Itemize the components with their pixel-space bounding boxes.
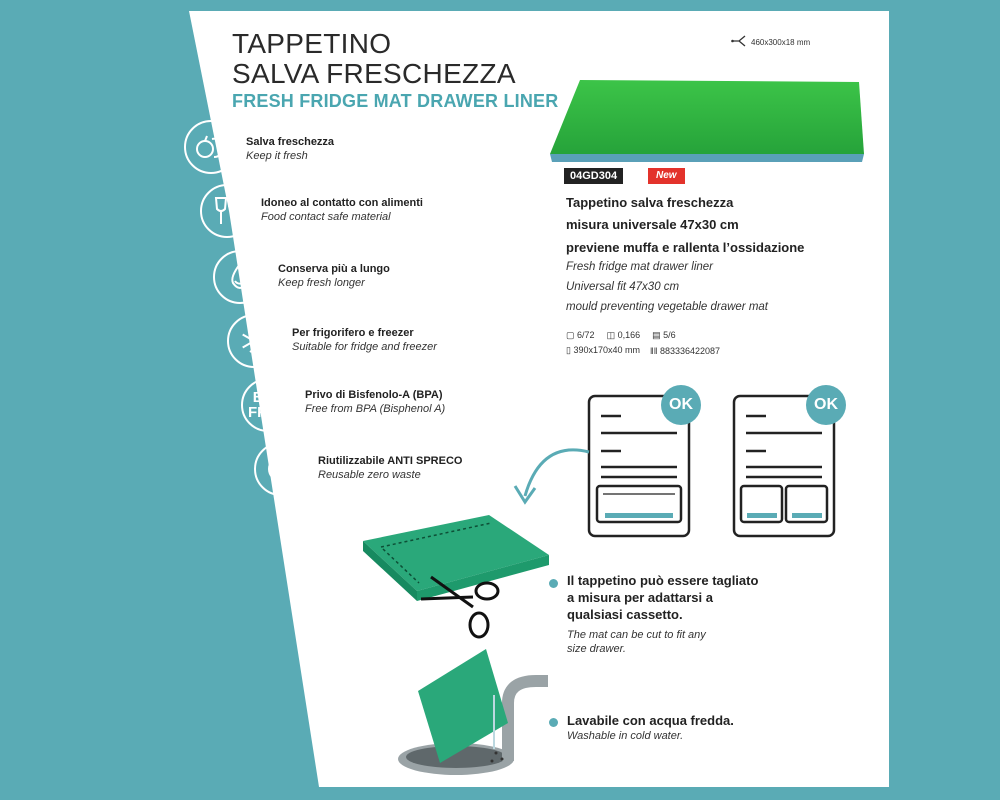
pallet-icon: ▤ <box>652 330 661 340</box>
barcode-spec: ‖‖ 883336422087 <box>650 345 721 356</box>
feature-sublabel: Keep it fresh <box>246 150 308 162</box>
curved-arrow-icon <box>501 436 601 516</box>
bullet-cut-bold-1: Il tappetino può essere tagliato <box>567 573 759 588</box>
title-line-1: TAPPETINO <box>232 28 392 59</box>
bullet-dot-1 <box>549 579 558 588</box>
barcode-icon: ‖‖ <box>650 345 658 356</box>
drop-cycle-icon <box>213 250 267 304</box>
desc-bold-1: Tappetino salva freschezza <box>566 195 734 210</box>
desc-bold-2: misura universale 47x30 cm <box>566 217 739 232</box>
product-sheet <box>111 11 889 787</box>
feature-item <box>292 327 437 353</box>
globe-leaf-icon <box>254 442 308 496</box>
bpa-icon-text: BPA <box>252 389 284 406</box>
dimensions-label: 460x300x18 mm <box>751 38 811 47</box>
pack-spec: ▢ 6/72 <box>566 330 595 340</box>
free-icon-text: FREE <box>247 404 288 421</box>
bullet-cut-bold-3: qualsiasi cassetto. <box>567 607 683 622</box>
snowflake-icon <box>227 314 281 368</box>
bullet-cut-italic-2: size drawer. <box>567 643 626 655</box>
desc-italic-1: Fresh fridge mat drawer liner <box>566 261 713 273</box>
feature-item <box>261 197 423 223</box>
bpa-free-icon <box>241 378 295 432</box>
page-subtitle: FRESH FRIDGE MAT DRAWER LINER <box>232 91 559 111</box>
spec-row-2 <box>566 345 720 356</box>
box-size-icon: ▯ <box>566 345 571 355</box>
washing-illustration <box>396 641 571 786</box>
spec-row-1 <box>566 330 676 341</box>
feature-label: Conserva più a lungo <box>278 263 390 275</box>
feature-label: Idoneo al contatto con alimenti <box>261 197 423 209</box>
feature-sublabel: Keep fresh longer <box>278 277 365 289</box>
glass-fork-icon <box>200 184 254 238</box>
feature-item <box>246 136 334 162</box>
desc-italic-3: mould preventing vegetable drawer mat <box>566 301 769 313</box>
bullet-wash-italic: Washable in cold water. <box>567 730 684 742</box>
dimension-icon <box>731 34 747 53</box>
feature-sublabel: Free from BPA (Bisphenol A) <box>305 403 446 415</box>
feature-label: Per frigorifero e freezer <box>292 327 414 339</box>
mat-product-image <box>544 76 874 171</box>
feature-item <box>318 455 462 481</box>
feature-label: Riutilizzabile ANTI SPRECO <box>318 455 463 467</box>
fruit-icon <box>184 120 238 174</box>
ok-badge-1: OK <box>669 396 693 413</box>
feature-label: Privo di Bisfenolo-A (BPA) <box>305 389 443 401</box>
cube-icon: ◫ <box>606 330 616 340</box>
cut-mat-illustration <box>361 511 561 651</box>
bullet-cut-bold-2: a misura per adattarsi a <box>567 590 713 605</box>
page-title <box>232 29 516 89</box>
desc-italic-2: Universal fit 47x30 cm <box>566 281 680 293</box>
product-code: 04GD304 <box>564 168 623 184</box>
desc-bold-3: previene muffa e rallenta l’ossidazione <box>566 240 805 255</box>
box-size-spec: ▯ 390x170x40 mm <box>566 345 641 355</box>
feature-sublabel: Food contact safe material <box>261 211 391 223</box>
feature-label: Salva freschezza <box>246 136 335 148</box>
feature-sublabel: Reusable zero waste <box>318 469 421 481</box>
feature-item <box>305 389 445 415</box>
ok-badge-2: OK <box>814 396 838 413</box>
feature-item <box>278 263 390 289</box>
volume-spec: ◫ 0,166 <box>606 330 641 340</box>
box-icon: ▢ <box>566 330 575 340</box>
bullet-cut-italic-1: The mat can be cut to fit any <box>567 629 706 641</box>
bullet-wash <box>567 712 867 743</box>
feature-sublabel: Suitable for fridge and freezer <box>292 341 437 353</box>
title-line-2: SALVA FRESCHEZZA <box>232 58 516 89</box>
bullet-wash-bold: Lavabile con acqua fredda. <box>567 713 734 728</box>
pallet-spec: ▤ 5/6 <box>652 330 676 340</box>
new-badge: New <box>648 168 685 184</box>
bullet-dot-2 <box>549 718 558 727</box>
bullet-cut <box>567 572 867 656</box>
